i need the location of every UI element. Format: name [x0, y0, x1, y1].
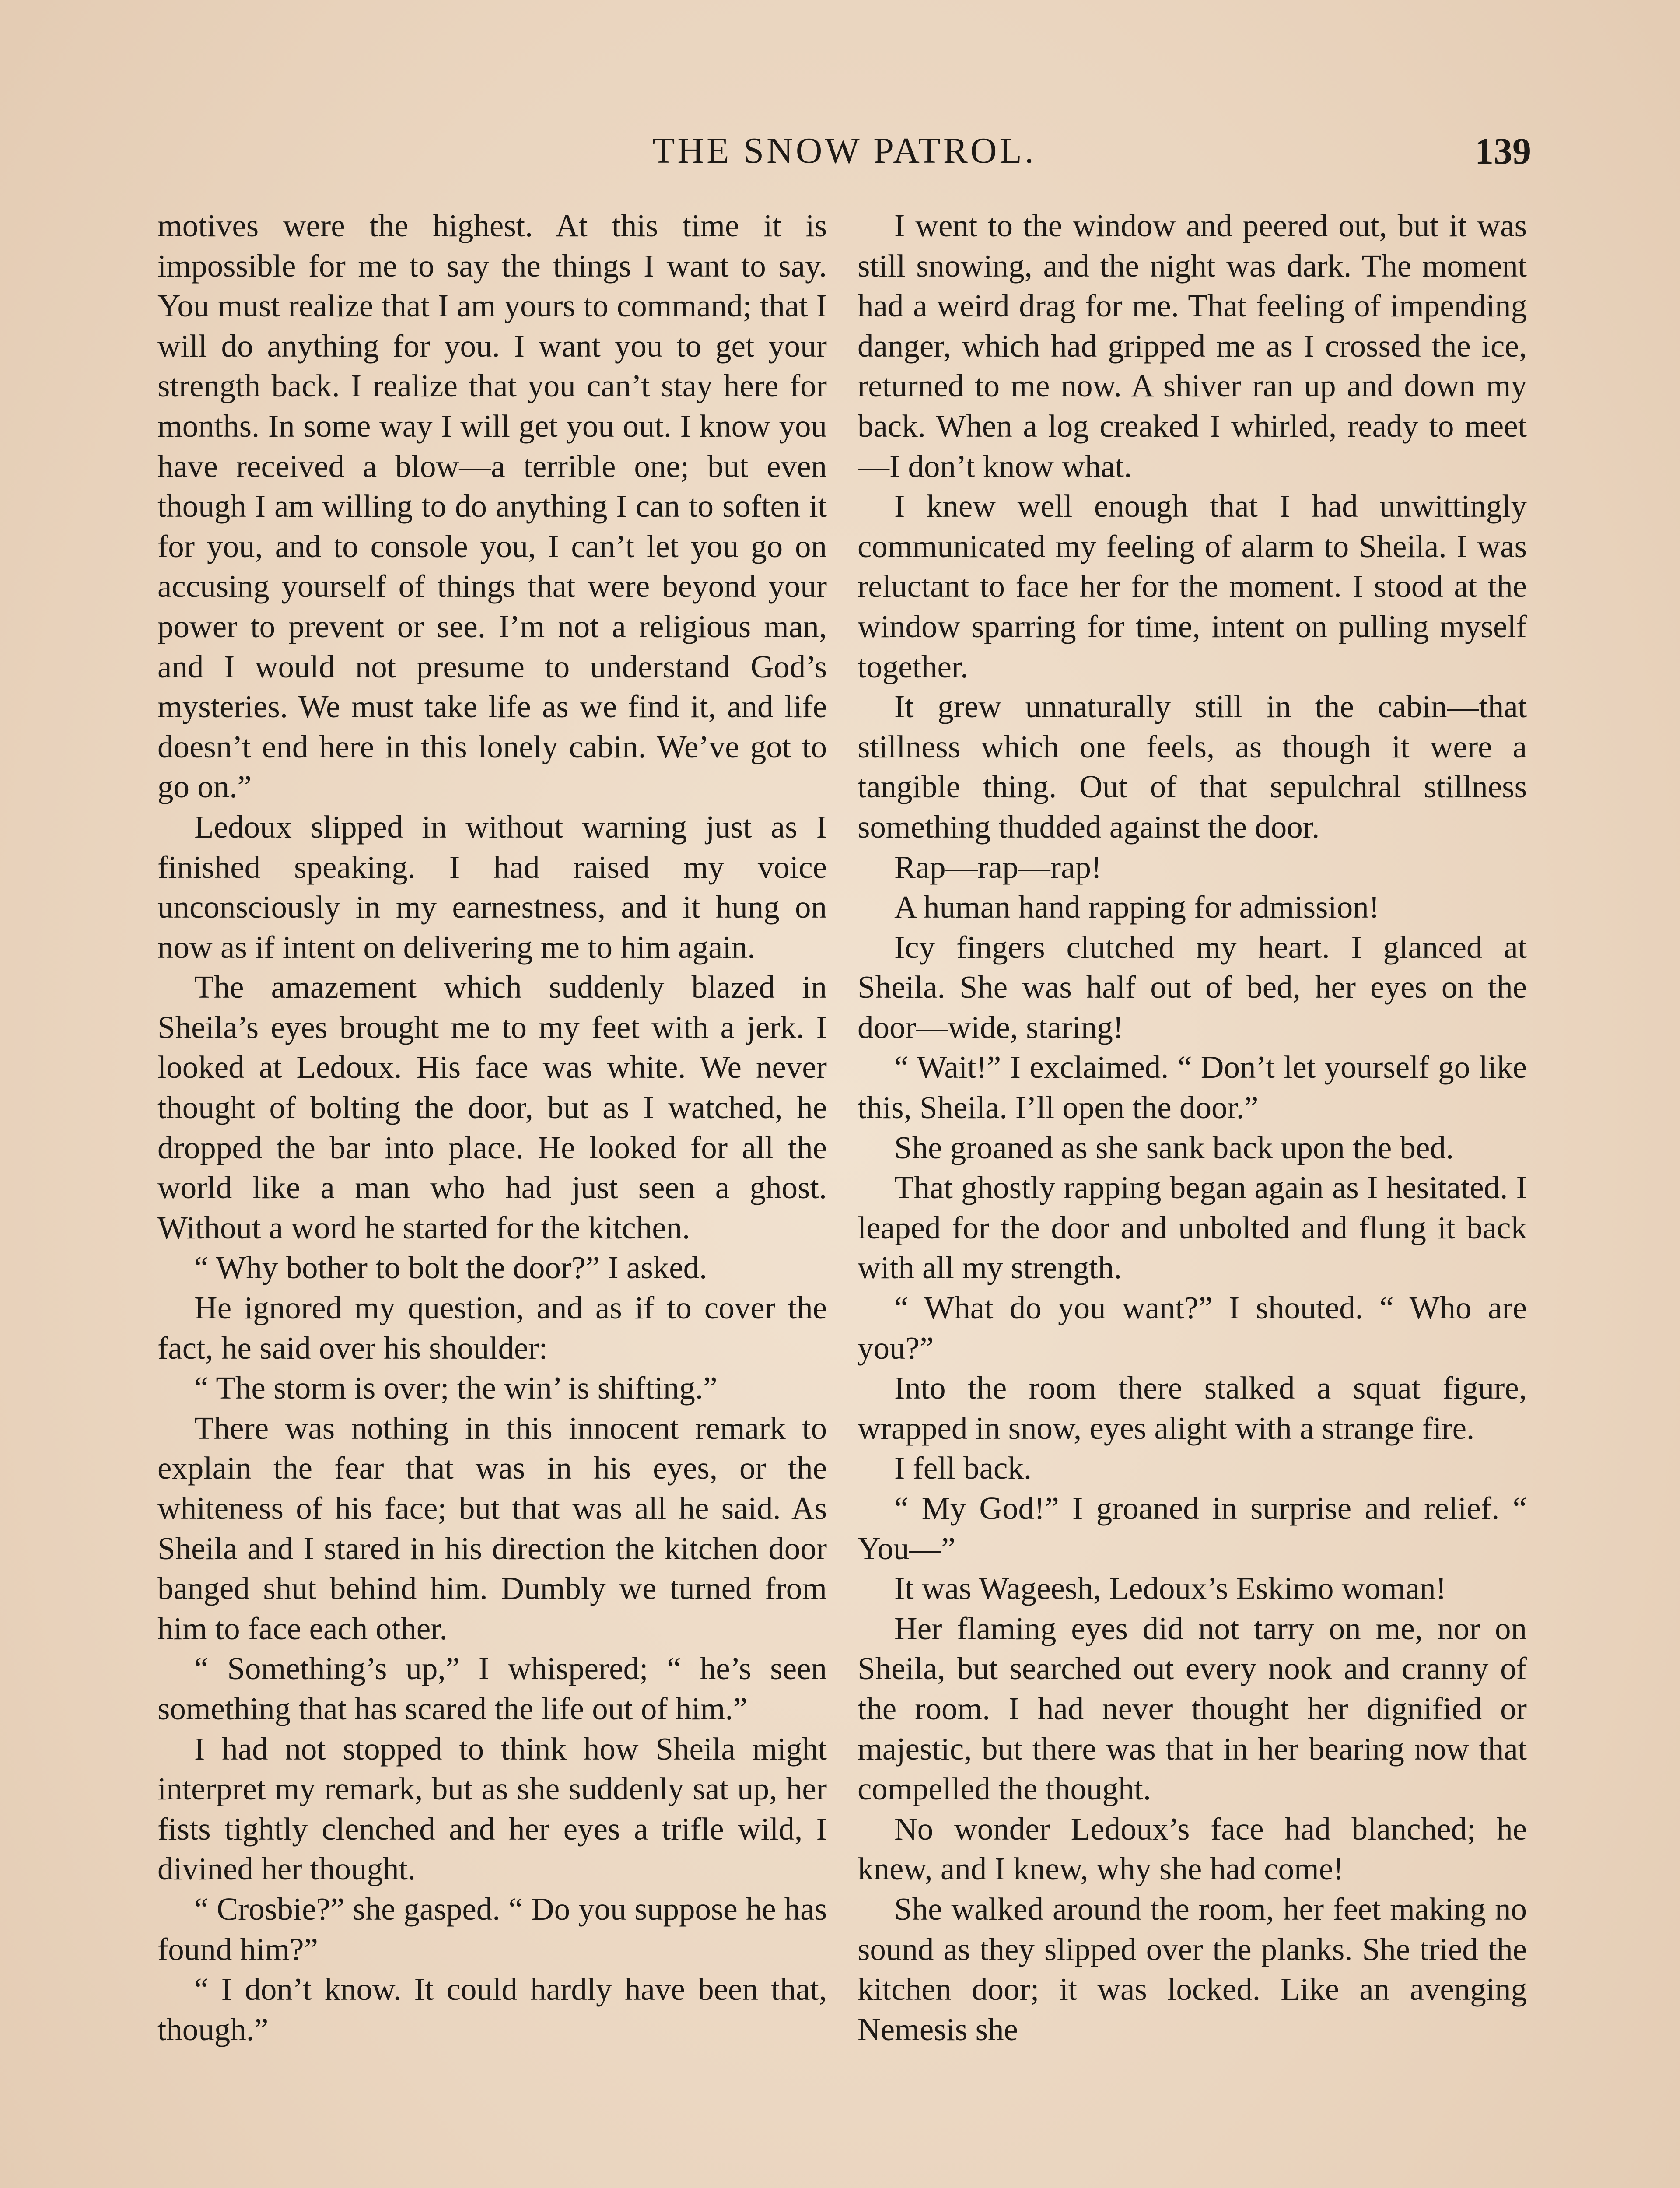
paragraph: Rap—rap—rap! — [894, 849, 1102, 885]
page-header — [158, 127, 1531, 179]
left-text-column — [158, 206, 827, 2188]
page-number: 139 — [1475, 130, 1531, 172]
paragraph: Ledoux slipped in without warning just as I finished speaking. I had raised my voice unconsciously in my earnestness, and it hung on now as if intent on delivering me to him again. — [158, 809, 827, 965]
paragraph: I fell back. — [894, 1450, 1032, 1486]
right-text-column — [858, 206, 1527, 2188]
paragraph: Icy fingers clutched my heart. I glanced at Sheila. She was half out of bed, her eyes on the door—wide, staring! — [858, 929, 1527, 1045]
paragraph: “ The storm is over; the win’ is shifting.” — [194, 1370, 718, 1406]
paragraph: “ Crosbie?” she gasped. “ Do you suppose he has found him?” — [158, 1891, 827, 1967]
paragraph: “ Something’s up,” I whispered; “ he’s seen something that has scared the life out of him.” — [158, 1651, 827, 1726]
paragraph: Her flaming eyes did not tarry on me, nor on Sheila, but searched out every nook and cranny of the room. I had never thought her dignified or majestic, but there was that in her bearing now that compelled the thought. — [858, 1610, 1527, 1807]
paragraph: I knew well enough that I had unwittingly communicated my feeling of alarm to Sheila. I was reluctant to face her for the moment. I stood at the window sparring for time, intent on pulling myself together. — [858, 488, 1527, 684]
paragraph: There was nothing in this innocent remark to explain the fear that was in his eyes, or the whiteness of his face; but that was all he said. As Sheila and I stared in his direction the kitchen door banged shut behind him. Dumbly we turned from him to face each other. — [158, 1410, 827, 1646]
paragraph: “ I don’t know. It could hardly have been that, though.” — [158, 1971, 827, 2047]
paragraph: He ignored my question, and as if to cover the fact, he said over his shoulder: — [158, 1290, 827, 1366]
paragraph: It was Wageesh, Ledoux’s Eskimo woman! — [894, 1571, 1446, 1606]
paragraph: It grew unnaturally still in the cabin—that stillness which one feels, as though it were a tangible thing. Out of that sepulchral stillness something thudded against the door. — [858, 689, 1527, 845]
paragraph: I went to the window and peered out, but it was still snowing, and the night was dark. The moment had a weird drag for me. That feeling of impending danger, which had gripped me as I crossed the ice, returned to me now. A shiver ran up and down my back. When a log creaked I whirled, ready to meet—I don’t know what. — [858, 208, 1527, 484]
paragraph: That ghostly rapping began again as I hesitated. I leaped for the door and unbolted and flung it back with all my strength. — [858, 1170, 1527, 1286]
paragraph: She groaned as she sank back upon the bed. — [894, 1129, 1454, 1165]
running-head: THE SNOW PATROL. — [652, 130, 1036, 171]
paragraph: She walked around the room, her feet making no sound as they slipped over the planks. She tried the kitchen door; it was locked. Like an avenging Nemesis she — [858, 1891, 1527, 2047]
paragraph: A human hand rapping for admission! — [894, 889, 1380, 925]
paragraph: Into the room there stalked a squat figure, wrapped in snow, eyes alight with a strange fire. — [858, 1370, 1527, 1446]
paragraph: “ What do you want?” I shouted. “ Who are you?” — [858, 1290, 1527, 1366]
paragraph: The amazement which suddenly blazed in Sheila’s eyes brought me to my feet with a jerk. I looked at Ledoux. His face was white. We never thought of bolting the door, but as I watched, he dropped the bar into place. He looked for all the world like a man who had just seen a ghost. Without a word he started for the kitchen. — [158, 969, 827, 1245]
paragraph: No wonder Ledoux’s face had blanched; he knew, and I knew, why she had come! — [858, 1811, 1527, 1887]
paragraph: “ Wait!” I exclaimed. “ Don’t let yourself go like this, Sheila. I’ll open the door.” — [858, 1049, 1527, 1126]
paragraph: I had not stopped to think how Sheila might interpret my remark, but as she suddenly sat up, her fists tightly clenched and her eyes a trifle wild, I divined her thought. — [158, 1731, 827, 1887]
paragraph: motives were the highest. At this time it is impossible for me to say the things I want to say. You must realize that I am yours to command; that I will do anything for you. I want you to get your strength back. I realize that you can’t stay here for months. In some way I will get you out. I know you have received a blow—a terrible one; but even though I am willing to do anything I can to soften it for you, and to console you, I can’t let you go on accusing yourself of things that were beyond your power to prevent or see. I’m not a religious man, and I would not presume to understand God’s mysteries. We must take life as we find it, and life doesn’t end here in this lonely cabin. We’ve got to go on.” — [158, 208, 827, 805]
paragraph: “ Why bother to bolt the door?” I asked. — [194, 1250, 707, 1286]
paragraph: “ My God!” I groaned in surprise and relief. “ You—” — [858, 1490, 1527, 1566]
